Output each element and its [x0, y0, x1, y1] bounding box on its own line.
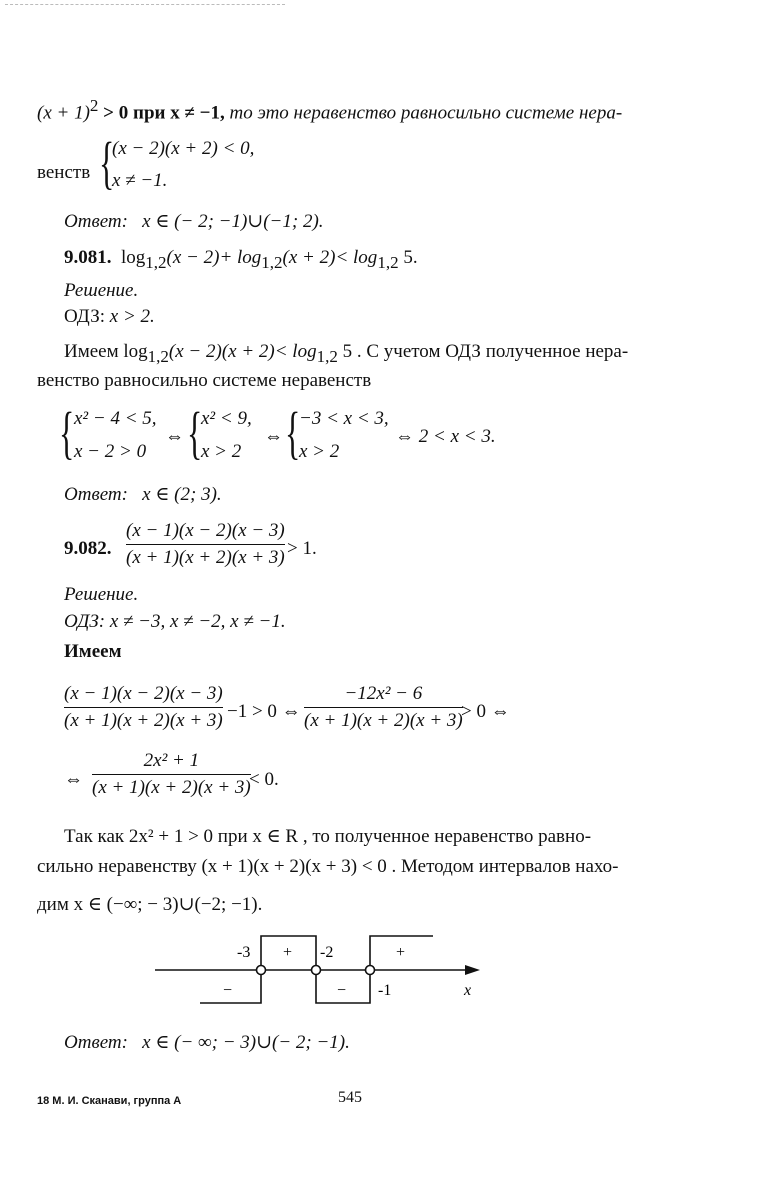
- odz-value: x > 2.: [109, 306, 155, 327]
- fraction-bar: [92, 774, 251, 775]
- have-label: Имеем: [64, 641, 122, 662]
- iff-3: ⇔: [64, 769, 83, 790]
- line1-text: то это неравенство равносильно системе нера-: [224, 102, 623, 124]
- odz-9082: ОДЗ: x ≠ −3, x ≠ −2, x ≠ −1.: [64, 611, 286, 632]
- answer-label: Ответ:: [64, 1032, 128, 1053]
- fraction-3: [92, 750, 251, 799]
- problem-9081: [64, 247, 418, 273]
- fraction-denominator: (x + 1)(x + 2)(x + 3): [92, 777, 251, 798]
- log-base-5: 1,2: [316, 346, 338, 366]
- point-minus2: [312, 966, 321, 975]
- fraction-denominator: (x + 1)(x + 2)(x + 3): [304, 710, 463, 731]
- system1-label: венств: [37, 162, 91, 183]
- fraction-numerator: (x − 1)(x − 2)(x − 3): [126, 520, 285, 541]
- have-line: [64, 341, 628, 367]
- sign-plus-2: +: [396, 944, 406, 961]
- fraction-denominator: (x + 1)(x + 2)(x + 3): [64, 710, 223, 731]
- answer-label: Ответ:: [64, 484, 128, 505]
- log-base-3: 1,2: [377, 252, 399, 272]
- brace-1: {: [99, 130, 115, 195]
- expr-prefix: (x + 1): [37, 102, 90, 124]
- sign-minus-2: −: [337, 982, 347, 999]
- iff-1: ⇔: [165, 426, 184, 447]
- para-3: дим x ∈ (−∞; − 3)∪(−2; −1).: [37, 894, 263, 915]
- answer-value: x ∈ (− 2; −1)∪(−1; 2).: [142, 211, 324, 232]
- fraction-bar: [304, 707, 463, 708]
- log-base-1: 1,2: [145, 252, 167, 272]
- problem-number: 9.081.: [64, 247, 112, 268]
- have-a: Имеем log: [64, 341, 148, 362]
- solution-label: Решение.: [64, 584, 139, 605]
- have-c: 5 . С учетом ОДЗ полученное нера-: [337, 341, 629, 362]
- para-1: Так как 2x² + 1 > 0 при x ∈ R , то полученное неравенство равно-: [64, 826, 592, 847]
- answer-label: Ответ:: [64, 211, 128, 232]
- sys3-row2: x > 2: [299, 441, 340, 462]
- fraction-numerator: −12x² − 6: [344, 683, 423, 704]
- log-1: log: [121, 247, 146, 268]
- fraction-1: [64, 683, 223, 732]
- log-base-2: 1,2: [261, 252, 283, 272]
- fraction-9082: [126, 520, 285, 569]
- odz-9081: [64, 306, 155, 328]
- lt-zero: < 0.: [249, 769, 279, 790]
- top-rule: [5, 4, 285, 5]
- answer-value: x ∈ (2; 3).: [142, 484, 222, 505]
- label-minus2: -2: [320, 944, 334, 961]
- interval-diagram: [150, 930, 490, 1010]
- final-result: ⇔ 2 < x < 3.: [395, 426, 496, 447]
- expr-part-3: 5.: [398, 247, 418, 268]
- sys3-row1: −3 < x < 3,: [299, 408, 389, 429]
- sys1-row1: x² − 4 < 5,: [74, 408, 157, 429]
- point-minus1: [366, 966, 375, 975]
- fraction-bar: [64, 707, 223, 708]
- sys2-row1: x² < 9,: [201, 408, 252, 429]
- label-minus1: -1: [378, 982, 392, 999]
- expr-sup: 2: [89, 96, 99, 115]
- page-number: 545: [338, 1089, 362, 1106]
- point-minus3: [257, 966, 266, 975]
- para-2: сильно неравенству (x + 1)(x + 2)(x + 3) < 0 . Методом интервалов нахо-: [37, 856, 619, 877]
- sign-plus-1: +: [283, 944, 293, 961]
- have-b: (x − 2)(x + 2)< log: [168, 341, 317, 362]
- odz-label: ОДЗ:: [64, 306, 110, 327]
- system-intro: венство равносильно системе неравенств: [37, 370, 372, 391]
- iff-2: ⇔: [264, 426, 283, 447]
- answer-2: [64, 483, 222, 506]
- label-minus3: -3: [237, 944, 251, 961]
- fraction-bar: [126, 544, 285, 545]
- expr-cond: > 0 при x ≠ −1,: [98, 102, 225, 124]
- fraction-denominator: (x + 1)(x + 2)(x + 3): [126, 547, 285, 568]
- answer-value: x ∈ (− ∞; − 3)∪(− 2; −1).: [142, 1032, 350, 1053]
- fraction-numerator: (x − 1)(x − 2)(x − 3): [64, 683, 223, 704]
- fraction-2: [304, 683, 463, 732]
- expr-part-2: (x + 2)< log: [282, 247, 378, 268]
- answer-1: [64, 210, 324, 233]
- footer-signature: 18 М. И. Сканави, группа А: [37, 1095, 182, 1107]
- brace-3: {: [187, 400, 203, 465]
- problem-number: 9.082.: [64, 538, 112, 559]
- brace-2: {: [59, 400, 75, 465]
- expr-part-1: (x − 2)+ log: [166, 247, 262, 268]
- sign-minus-1: −: [223, 982, 233, 999]
- sys1-row2: x − 2 > 0: [74, 441, 147, 462]
- system1-row1: (x − 2)(x + 2) < 0,: [112, 138, 255, 159]
- text-line-1: [37, 96, 622, 124]
- solution-label: Решение.: [64, 280, 139, 301]
- axis-label: x: [464, 982, 472, 999]
- fraction-numerator: 2x² + 1: [143, 750, 200, 771]
- rhs: > 1.: [287, 538, 317, 559]
- system1-row2: x ≠ −1.: [112, 170, 168, 191]
- gt-zero: > 0 ⇔: [461, 701, 510, 722]
- minus-one: −1 > 0 ⇔: [227, 701, 301, 722]
- sys2-row2: x > 2: [201, 441, 242, 462]
- answer-3: [64, 1031, 350, 1054]
- axis-arrow: [465, 965, 480, 975]
- brace-4: {: [285, 400, 301, 465]
- log-base-4: 1,2: [147, 346, 169, 366]
